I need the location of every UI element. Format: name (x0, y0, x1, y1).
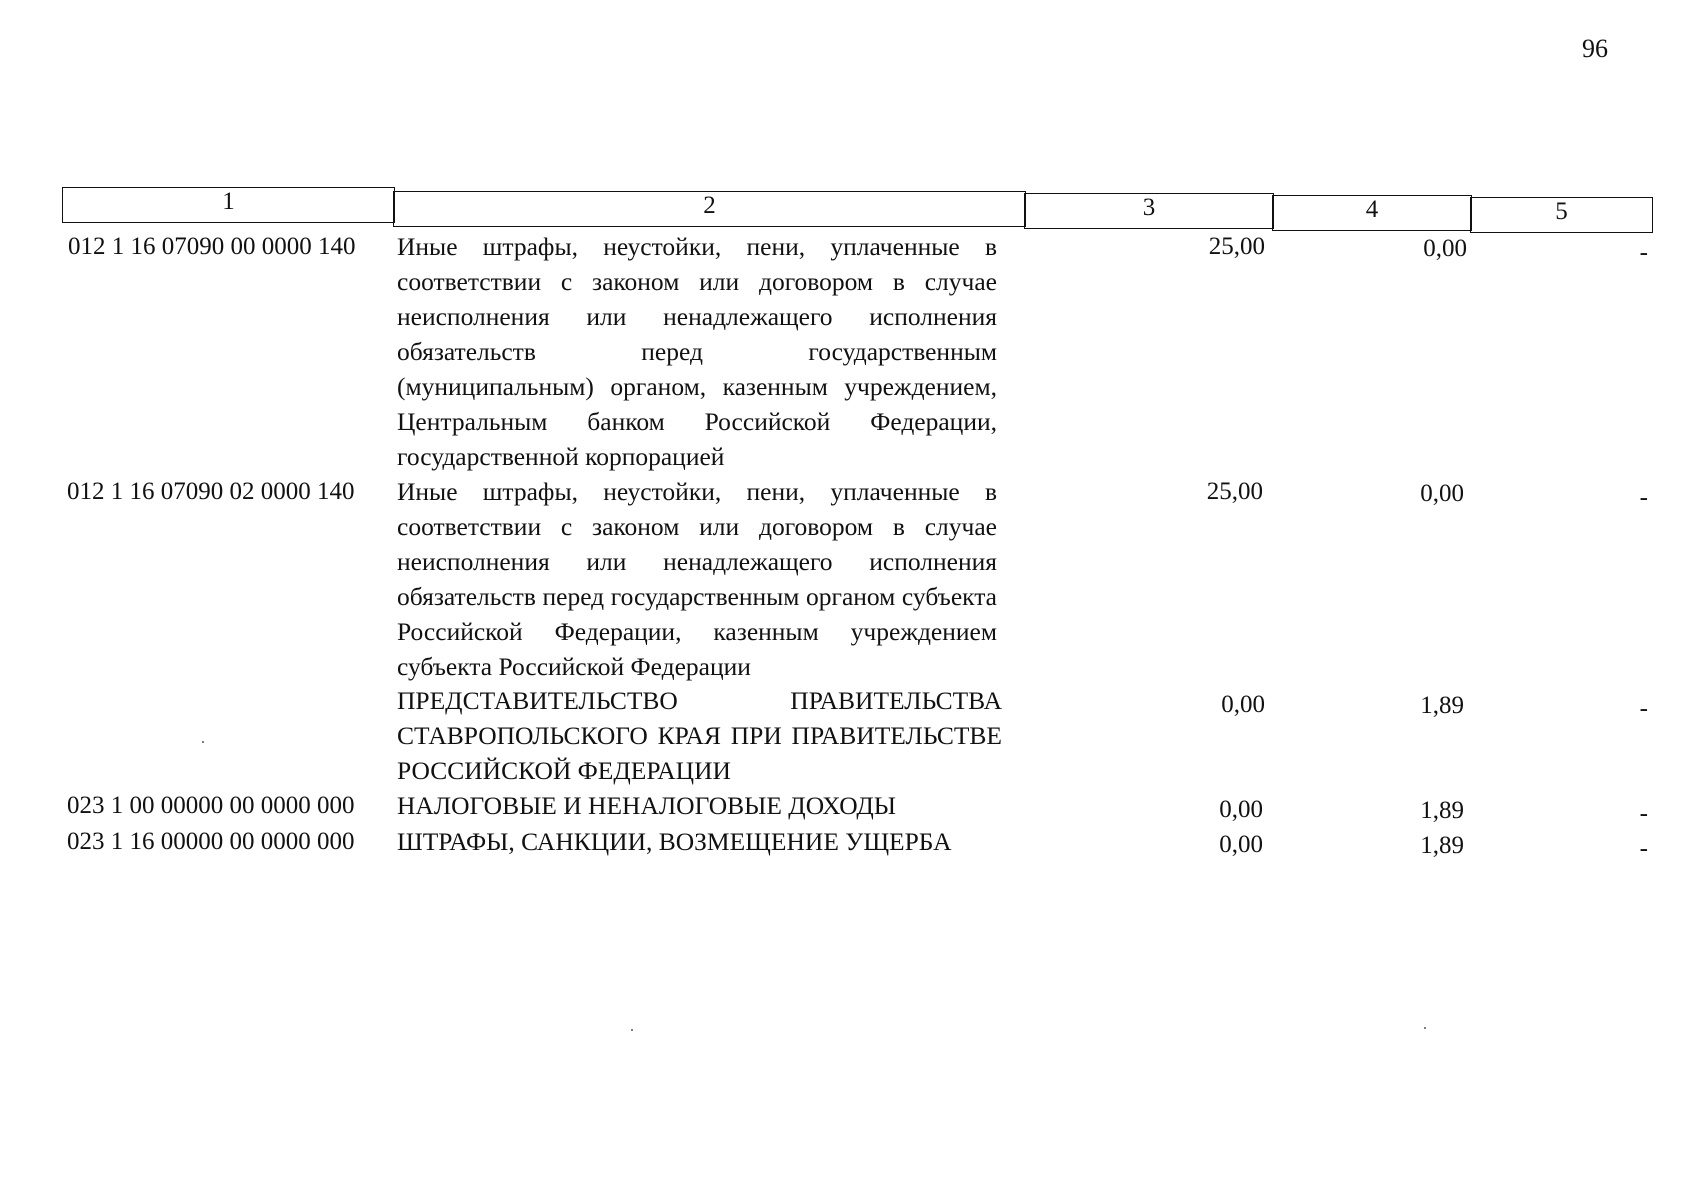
header-cell-3 (1024, 193, 1274, 229)
header-label-1: 1 (222, 188, 235, 215)
scan-speck (1424, 1027, 1426, 1029)
header-cell-2 (393, 191, 1026, 227)
row-col5: - (1639, 484, 1648, 511)
row-col3: 25,00 (1206, 478, 1263, 505)
row-code: 023 1 00 00000 00 0000 000 (67, 792, 355, 819)
row-col4: 0,00 (1420, 480, 1464, 507)
header-label-2: 2 (703, 192, 716, 219)
row-col4: 1,89 (1420, 832, 1464, 859)
row-col5: - (1639, 695, 1648, 722)
row-code: 023 1 16 00000 00 0000 000 (67, 828, 355, 855)
header-cell-4 (1272, 195, 1472, 231)
header-cell-1 (62, 187, 395, 223)
row-col4: 1,89 (1420, 692, 1464, 719)
row-description: Иные штрафы, неустойки, пени, уплаченные в соответствии с законом или договором в случае неисполнения или ненадлежащего исполнения обязательств перед государственным (муниципальным) органом, казенным учреждением, Центральным банком Российской Федерации, государственной корпорацией (397, 232, 997, 471)
header-label-5: 5 (1555, 198, 1568, 225)
scan-speck (202, 741, 204, 743)
row-col3: 0,00 (1219, 796, 1263, 823)
row-col3: 25,00 (1208, 233, 1265, 260)
scan-speck (631, 1029, 633, 1031)
row-col5: - (1639, 239, 1648, 266)
row-col4: 0,00 (1423, 235, 1467, 262)
row-col5: - (1639, 800, 1648, 827)
row-col4: 1,89 (1420, 797, 1464, 824)
header-label-3: 3 (1142, 194, 1156, 221)
header-label-4: 4 (1365, 196, 1379, 223)
row-code: 012 1 16 07090 00 0000 140 (68, 233, 356, 260)
row-description: ШТРАФЫ, САНКЦИИ, ВОЗМЕЩЕНИЕ УЩЕРБА (397, 827, 952, 856)
row-col5: - (1639, 835, 1648, 862)
row-col3: 0,00 (1219, 831, 1263, 858)
row-description: Иные штрафы, неустойки, пени, уплаченные в соответствии с законом или договором в случае неисполнения или ненадлежащего исполнения обязательств перед государственным органом субъекта Российской Федерации, казенным учреждением субъекта Российской Федерации (397, 477, 997, 681)
row-description: НАЛОГОВЫЕ И НЕНАЛОГОВЫЕ ДОХОДЫ (397, 791, 897, 820)
header-cell-5 (1470, 197, 1653, 233)
page-number: 96 (1582, 34, 1608, 63)
row-description: ПРЕДСТАВИТЕЛЬСТВО ПРАВИТЕЛЬСТВА СТАВРОПОЛЬСКОГО КРАЯ ПРИ ПРАВИТЕЛЬСТВЕ РОССИЙСКОЙ ФЕДЕРАЦИИ (397, 686, 1002, 785)
row-code: 012 1 16 07090 02 0000 140 (67, 478, 355, 505)
row-col3: 0,00 (1221, 691, 1265, 718)
